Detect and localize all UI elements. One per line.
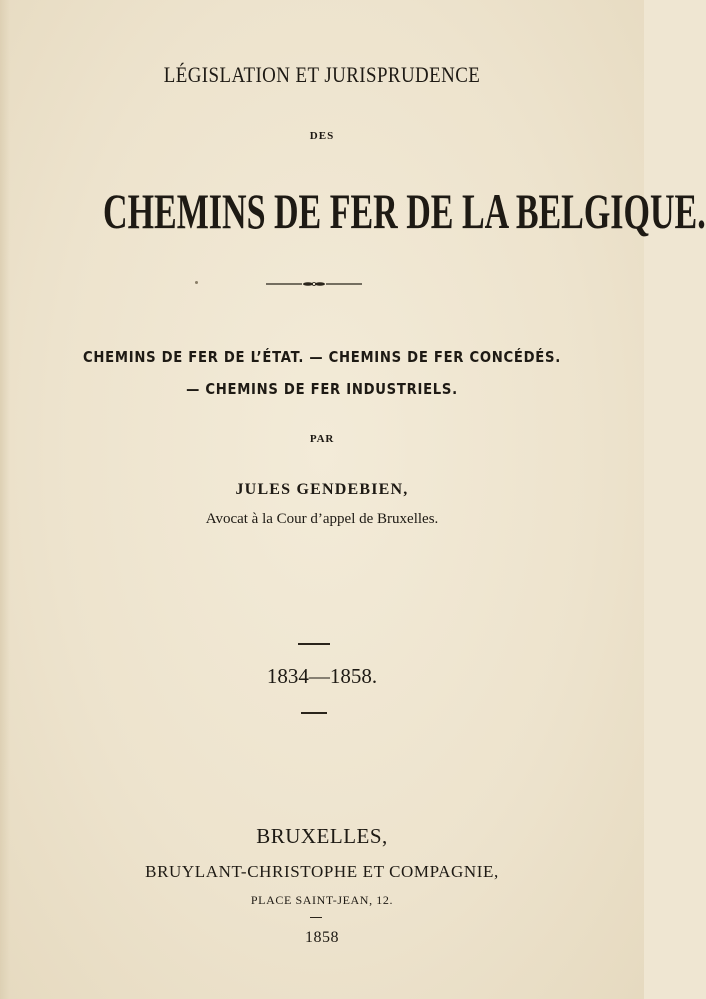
rule-below-years [301,712,327,714]
subtitle-line-2: — CHEMINS DE FER INDUSTRIELS. [186,380,458,398]
par-label: PAR [309,433,335,445]
imprint-year: 1858 [305,929,339,946]
subtitle-line-1: CHEMINS DE FER DE L’ÉTAT. — CHEMINS DE FER CONCÉDÉS. [83,348,561,366]
imprint-publisher: BRUYLANT-CHRISTOPHE ET COMPAGNIE, [145,862,499,881]
heading-top: LÉGISLATION ET JURISPRUDENCE [163,62,481,87]
rule-above-years [298,643,330,645]
heading-des: DES [309,130,335,142]
years-range: 1834—1858. [266,664,378,688]
author-name: JULES GENDEBIEN, [235,481,409,498]
rule-above-pub-year [310,917,322,918]
page-edge-shadow [0,0,10,999]
imprint-city: BRUXELLES, [256,824,388,848]
imprint-address: PLACE SAINT-JEAN, 12. [250,893,394,907]
ornament-divider [264,281,364,287]
ink-speck [195,281,198,284]
author-role: Avocat à la Cour d’appel de Bruxelles. [205,511,439,527]
main-title: CHEMINS DE FER DE LA BELGIQUE. [103,183,706,239]
